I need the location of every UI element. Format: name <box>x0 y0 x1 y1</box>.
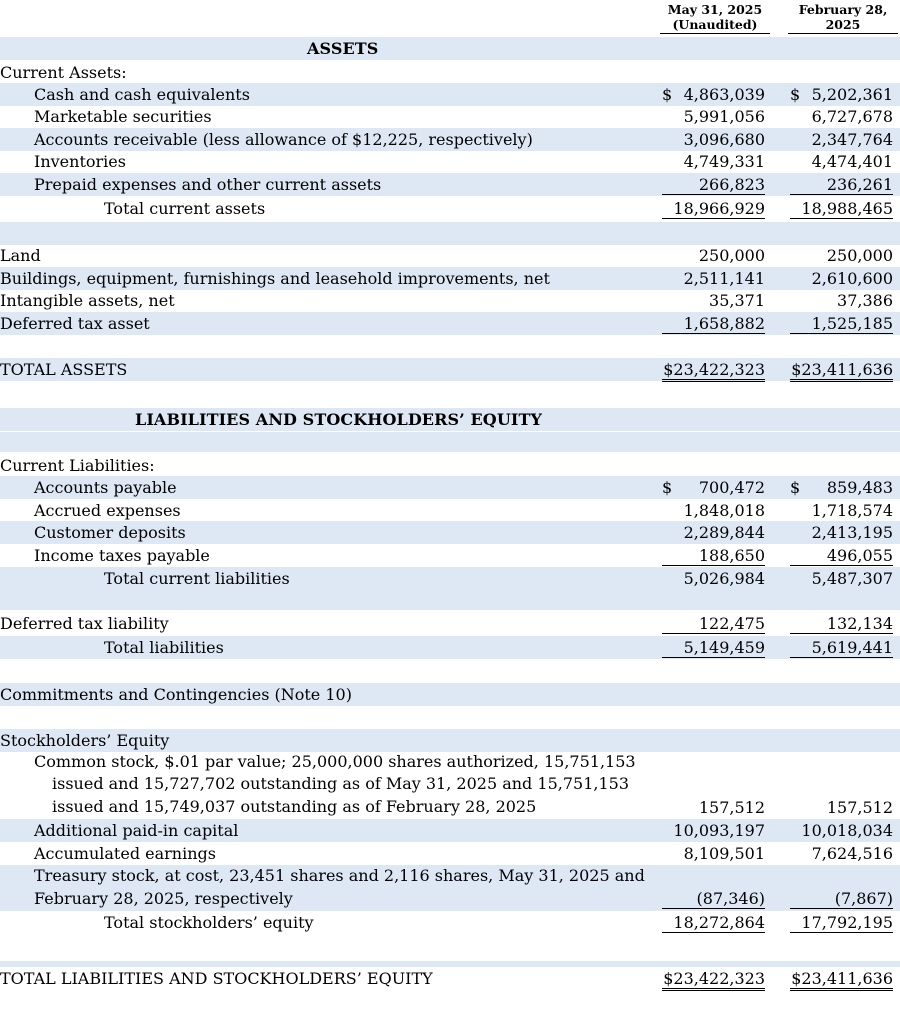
row-label: Accounts payable <box>34 478 177 497</box>
current-assets-label: Current Assets: <box>0 63 127 82</box>
row-value-feb: $ 859,483 <box>790 478 893 497</box>
row-label: Inventories <box>34 152 126 171</box>
row-value-feb: 18,988,465 <box>790 199 893 219</box>
row-value-feb: 6,727,678 <box>811 107 893 126</box>
row-value-feb: 10,018,034 <box>801 821 893 840</box>
row-value-feb: 4,474,401 <box>811 152 893 171</box>
column-header-may <box>660 2 770 34</box>
row-value-may: $23,422,323 <box>662 969 765 991</box>
row-label: Accounts receivable (less allowance of $12,225, respectively) <box>34 130 533 149</box>
row-label: TOTAL LIABILITIES AND STOCKHOLDERS’ EQUITY <box>0 969 433 988</box>
row-value-may: $ 700,472 <box>662 478 765 497</box>
table-row <box>0 521 900 544</box>
assets-heading: ASSETS <box>307 39 379 58</box>
liabilities-heading-row <box>0 408 900 431</box>
row-value-feb: 132,134 <box>790 614 893 634</box>
common-stock-row <box>0 751 900 821</box>
row-value-feb: 157,512 <box>826 798 893 817</box>
current-liabilities-label-row <box>0 454 900 477</box>
row-value-may: 4,749,331 <box>683 152 765 171</box>
row-value-may: $ 4,863,039 <box>662 85 765 104</box>
current-liabilities-label: Current Liabilities: <box>0 456 155 475</box>
row-value-feb: 7,624,516 <box>811 844 893 863</box>
liabilities-heading: LIABILITIES AND STOCKHOLDERS’ EQUITY <box>135 410 542 429</box>
row-value-may: 5,149,459 <box>662 638 765 658</box>
row-value-may: 5,991,056 <box>683 107 765 126</box>
row-value-may: 8,109,501 <box>683 844 765 863</box>
row-label: Intangible assets, net <box>0 291 175 310</box>
total-current-assets-row <box>0 197 900 220</box>
row-label: Total stockholders’ equity <box>104 913 314 932</box>
total-liabilities-row <box>0 636 900 659</box>
row-value-may: 35,371 <box>709 291 765 310</box>
row-value-may: 157,512 <box>698 798 765 817</box>
row-label: Prepaid expenses and other current assets <box>34 175 382 194</box>
table-row <box>0 499 900 522</box>
common-stock-desc-2: issued and 15,727,702 outstanding as of May 31, 2025 and 15,751,153 <box>52 774 629 793</box>
row-label: Total current liabilities <box>104 569 290 588</box>
equity-label: Stockholders’ Equity <box>0 731 170 750</box>
row-value-may: 18,966,929 <box>662 199 765 219</box>
row-value-may: 18,272,864 <box>662 913 765 933</box>
row-value-feb: 5,487,307 <box>811 569 893 588</box>
table-row <box>0 128 900 151</box>
row-label: Accumulated earnings <box>34 844 216 863</box>
row-value-feb: 37,386 <box>837 291 893 310</box>
total-equity-row <box>0 911 900 934</box>
row-value-feb: (7,867) <box>790 889 893 909</box>
total-assets-row <box>0 358 900 381</box>
row-label: Marketable securities <box>34 107 212 126</box>
row-value-may: 188,650 <box>662 546 765 566</box>
row-value-feb: 2,610,600 <box>811 269 893 288</box>
table-row <box>0 476 900 499</box>
table-row <box>0 267 900 290</box>
column-header-may-note: (Unaudited) <box>660 17 770 34</box>
current-assets-label-row <box>0 61 900 84</box>
table-row <box>0 83 900 106</box>
row-value-feb: 250,000 <box>826 246 893 265</box>
row-label: Additional paid-in capital <box>34 821 239 840</box>
row-value-feb: 5,619,441 <box>790 638 893 658</box>
row-label: Total current assets <box>104 199 266 218</box>
row-value-may: 1,658,882 <box>662 314 765 334</box>
table-row <box>0 173 900 196</box>
row-value-feb: 2,347,764 <box>811 130 893 149</box>
row-value-feb: 236,261 <box>790 175 893 195</box>
table-row <box>0 150 900 173</box>
treasury-stock-row <box>0 865 900 911</box>
row-label: Customer deposits <box>34 523 186 542</box>
row-value-feb: $23,411,636 <box>790 969 893 991</box>
row-value-may: 3,096,680 <box>683 130 765 149</box>
deferred-tax-liability-row <box>0 612 900 635</box>
row-value-may: 5,026,984 <box>683 569 765 588</box>
common-stock-desc-1: Common stock, $.01 par value; 25,000,000 shares authorized, 15,751,153 <box>34 752 636 771</box>
treasury-desc-1: Treasury stock, at cost, 23,451 shares and 2,116 shares, May 31, 2025 and <box>34 866 645 885</box>
row-value-feb: 17,792,195 <box>790 913 893 933</box>
table-row <box>0 842 900 865</box>
row-label: Accrued expenses <box>34 501 181 520</box>
row-value-may: 122,475 <box>662 614 765 634</box>
dollar-sign: $ <box>790 478 801 497</box>
treasury-desc-2: February 28, 2025, respectively <box>34 889 293 908</box>
total-current-liabilities-row <box>0 567 900 590</box>
column-header-feb-date: February 28, <box>798 2 888 17</box>
spacer-row <box>0 432 900 452</box>
row-value-may: $23,422,323 <box>662 360 765 382</box>
row-label: Deferred tax liability <box>0 614 169 633</box>
row-label: Buildings, equipment, furnishings and leasehold improvements, net <box>0 269 550 288</box>
row-value-may: 1,848,018 <box>683 501 765 520</box>
grand-total-row <box>0 967 900 990</box>
assets-heading-row <box>0 37 900 60</box>
table-row <box>0 244 900 267</box>
table-row <box>0 312 900 335</box>
row-label: Cash and cash equivalents <box>34 85 250 104</box>
table-row <box>0 544 900 567</box>
spacer-row <box>0 590 900 610</box>
commitments-row <box>0 683 900 706</box>
common-stock-desc-3: issued and 15,749,037 outstanding as of February 28, 2025 <box>52 797 537 816</box>
row-label: Land <box>0 246 41 265</box>
row-value-may: 10,093,197 <box>673 821 765 840</box>
table-row <box>0 289 900 312</box>
table-row <box>0 819 900 842</box>
row-label: Deferred tax asset <box>0 314 150 333</box>
row-label: Income taxes payable <box>34 546 210 565</box>
row-value-may: (87,346) <box>662 889 765 909</box>
row-value-may: 250,000 <box>698 246 765 265</box>
dollar-sign: $ <box>662 85 673 104</box>
row-value-feb: 2,413,195 <box>811 523 893 542</box>
spacer-row <box>0 222 900 245</box>
row-label: TOTAL ASSETS <box>0 360 128 379</box>
row-value-may: 266,823 <box>662 175 765 195</box>
row-value-feb: 1,525,185 <box>790 314 893 334</box>
row-value-feb: $23,411,636 <box>790 360 893 382</box>
dollar-sign: $ <box>662 478 673 497</box>
commitments-label: Commitments and Contingencies (Note 10) <box>0 685 352 704</box>
row-value-feb: $ 5,202,361 <box>790 85 893 104</box>
row-label: Total liabilities <box>104 638 224 657</box>
column-header-feb-year: 2025 <box>788 17 898 34</box>
row-value-feb: 496,055 <box>790 546 893 566</box>
row-value-may: 2,511,141 <box>683 269 765 288</box>
row-value-feb: 1,718,574 <box>811 501 893 520</box>
dollar-sign: $ <box>790 85 801 104</box>
row-value-may: 2,289,844 <box>683 523 765 542</box>
equity-label-row <box>0 729 900 752</box>
column-header-feb <box>788 2 898 34</box>
column-header-may-date: May 31, 2025 <box>667 2 763 17</box>
table-row <box>0 105 900 128</box>
